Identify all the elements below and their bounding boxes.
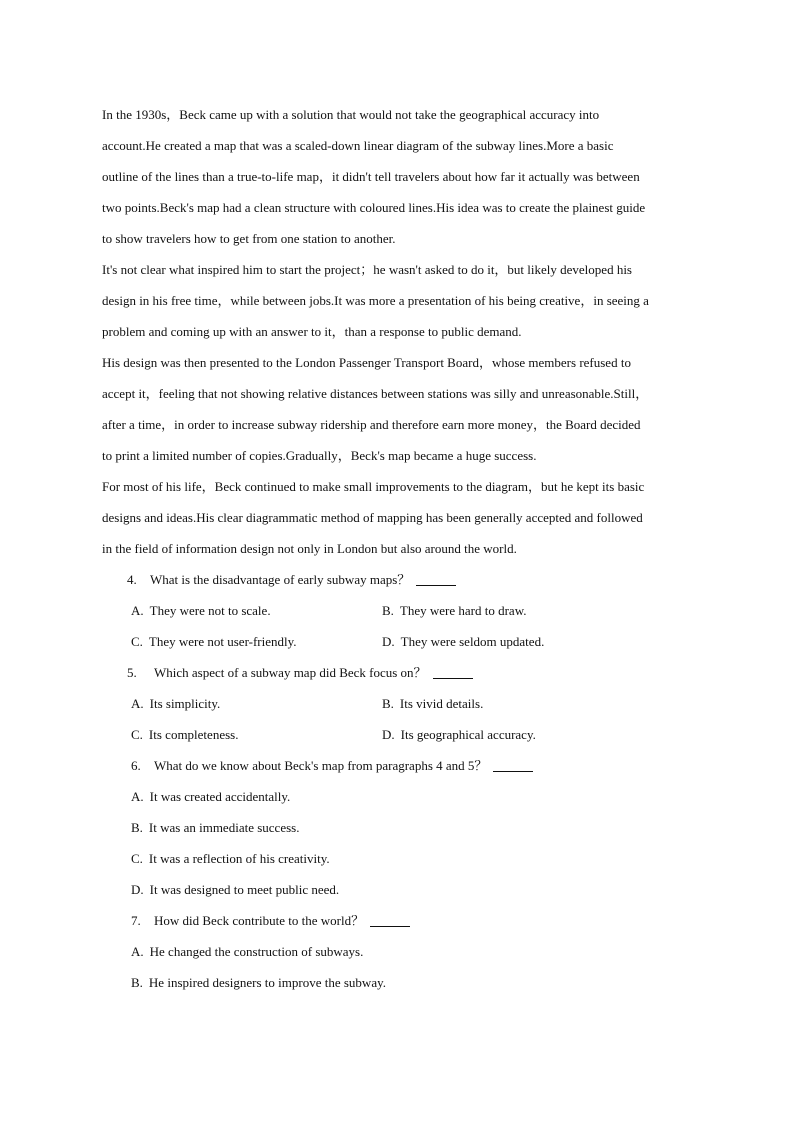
question-7 (0, 905, 794, 998)
option-b[interactable]: B. They were hard to draw. (382, 603, 527, 618)
question-number: 5. (127, 665, 137, 680)
option-b[interactable]: B. It was an immediate success. (131, 820, 300, 835)
text-line: outline of the lines than a true-to-life map，it didn't tell travelers about how far it actually was between (102, 169, 640, 184)
option-a[interactable]: A. They were not to scale. (131, 603, 271, 618)
text-line: to print a limited number of copies.Gradually，Beck's map became a huge success. (102, 448, 537, 463)
reading-passage (102, 99, 698, 564)
answer-blank[interactable] (433, 664, 473, 679)
text-line: designs and ideas.His clear diagrammatic method of mapping has been generally accepted and followed (102, 510, 643, 525)
option-c[interactable]: C. They were not user-friendly. (131, 634, 297, 649)
text-line: to show travelers how to get from one station to another. (102, 231, 396, 246)
text-line: in the field of information design not only in London but also around the world. (102, 541, 517, 556)
option-c[interactable]: C. Its completeness. (131, 727, 239, 742)
question-list (0, 564, 794, 998)
text-line: after a time，in order to increase subway ridership and therefore earn more money，the Board decided (102, 417, 641, 432)
answer-blank[interactable] (370, 912, 410, 927)
text-line: problem and coming up with an answer to it，than a response to public demand. (102, 324, 522, 339)
option-a[interactable]: A. It was created accidentally. (131, 789, 291, 804)
paragraph (102, 471, 698, 564)
question-number: 6. (131, 758, 141, 773)
answer-blank[interactable] (416, 571, 456, 586)
option-d[interactable]: D. It was designed to meet public need. (131, 882, 340, 897)
paragraph (102, 347, 698, 471)
question-number: 7. (131, 913, 141, 928)
option-c[interactable]: C. It was a reflection of his creativity. (131, 851, 330, 866)
text-line: accept it，feeling that not showing relative distances between stations was silly and unreasonable.Still， (102, 386, 649, 401)
text-line: account.He created a map that was a scaled-down linear diagram of the subway lines.More a basic (102, 138, 614, 153)
question-stem: How did Beck contribute to the world？ (154, 905, 410, 936)
question-stem: What is the disadvantage of early subway maps？ (150, 564, 456, 595)
question-stem: Which aspect of a subway map did Beck focus on？ (154, 657, 473, 688)
option-a[interactable]: A. Its simplicity. (131, 696, 221, 711)
option-a[interactable]: A. He changed the construction of subways. (131, 944, 364, 959)
paragraph (102, 254, 698, 347)
question-stem: What do we know about Beck's map from paragraphs 4 and 5？ (154, 750, 533, 781)
question-6 (0, 750, 794, 905)
text-line: In the 1930s，Beck came up with a solution that would not take the geographical accuracy into (102, 107, 600, 122)
text-line: two points.Beck's map had a clean structure with coloured lines.His idea was to create the plainest guide (102, 200, 646, 215)
text-line: For most of his life，Beck continued to make small improvements to the diagram，but he kept its basic (102, 479, 645, 494)
question-number: 4. (127, 572, 137, 587)
option-d[interactable]: D. Its geographical accuracy. (382, 727, 536, 742)
question-4 (0, 564, 794, 657)
option-b[interactable]: B. He inspired designers to improve the subway. (131, 975, 387, 990)
text-line: It's not clear what inspired him to start the project；he wasn't asked to do it，but likely developed his (102, 262, 632, 277)
paragraph (102, 99, 698, 254)
question-5 (0, 657, 794, 750)
answer-blank[interactable] (493, 757, 533, 772)
text-line: His design was then presented to the London Passenger Transport Board，whose members refused to (102, 355, 631, 370)
option-d[interactable]: D. They were seldom updated. (382, 634, 545, 649)
option-b[interactable]: B. Its vivid details. (382, 696, 484, 711)
text-line: design in his free time，while between jobs.It was more a presentation of his being creative，in seeing a (102, 293, 649, 308)
